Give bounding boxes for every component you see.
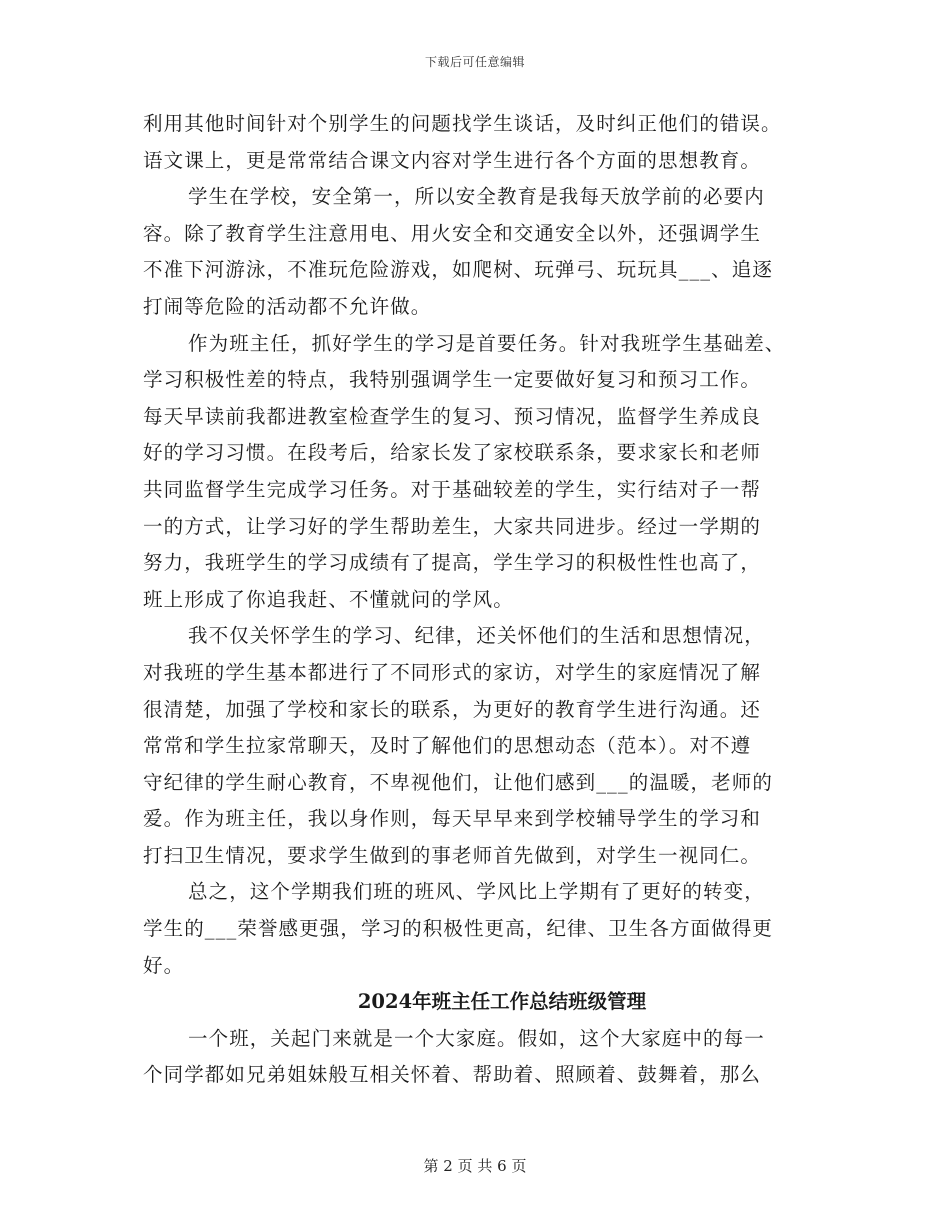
text-line: 爱。作为班主任，我以身作则，每天早早来到学校辅导学生的学习和 [143, 807, 762, 831]
text-line: 学生的___荣誉感更强，学习的积极性更高，纪律、卫生各方面做得更 [143, 917, 773, 941]
text-line: 努力，我班学生的学习成绩有了提高，学生学习的积极性性也高了， [143, 551, 762, 575]
body-paragraphs [143, 106, 811, 984]
section-paragraphs [143, 1021, 811, 1094]
text-line: 容。除了教育学生注意用电、用火安全和交通安全以外，还强调学生 [143, 221, 762, 245]
text-line: 共同监督学生完成学习任务。对于基础较差的学生，实行结对子一帮 [143, 477, 762, 501]
text-line: 一的方式，让学习好的学生帮助差生，大家共同进步。经过一学期的 [143, 514, 762, 538]
text-line: 守纪律的学生耐心教育，不卑视他们，让他们感到___的温暖，老师的 [143, 770, 773, 794]
text-line: 不准下河游泳，不准玩危险游戏，如爬树、玩弹弓、玩玩具___、追逐 [143, 258, 773, 282]
text-line: 学习积极性差的特点，我特别强调学生一定要做好复习和预习工作。 [143, 368, 762, 392]
text-line: 作为班主任，抓好学生的学习是首要任务。针对我班学生基础差、 [188, 331, 786, 355]
text-line: 我不仅关怀学生的学习、纪律，还关怀他们的生活和思想情况， [188, 624, 765, 648]
text-line: 打扫卫生情况，要求学生做到的事老师首先做到，对学生一视同仁。 [143, 843, 762, 867]
text-line: 对我班的学生基本都进行了不同形式的家访，对学生的家庭情况了解 [143, 660, 762, 684]
text-line: 班上形成了你追我赶、不懂就问的学风。 [143, 587, 514, 611]
page-number: 第 2 页 共 6 页 [423, 1157, 527, 1175]
page-header: 下载后可任意编辑 [424, 55, 525, 69]
section-title: 2024年班主任工作总结班级管理 [357, 990, 647, 1014]
text-line: 好的学习习惯。在段考后，给家长发了家校联系条，要求家长和老师 [143, 441, 762, 465]
text-line: 常常和学生拉家常聊天，及时了解他们的思想动态（范本）。对不遵 [143, 734, 752, 758]
text-line: 一个班，关起门来就是一个大家庭。假如，这个大家庭中的每一 [188, 1026, 765, 1050]
text-line: 好。 [143, 953, 185, 977]
text-line: 打闹等危险的活动都不允许做。 [143, 294, 432, 318]
text-line: 语文课上，更是常常结合课文内容对学生进行各个方面的思想教育。 [143, 148, 762, 172]
text-line: 学生在学校，安全第一，所以安全教育是我每天放学前的必要内 [188, 185, 765, 209]
text-line: 很清楚，加强了学校和家长的联系，为更好的教育学生进行沟通。还 [143, 697, 762, 721]
text-line: 利用其他时间针对个别学生的问题找学生谈话，及时纠正他们的错误。 [143, 112, 782, 135]
text-line: 总之，这个学期我们班的班风、学风比上学期有了更好的转变， [188, 880, 765, 904]
text-line: 个同学都如兄弟姐妹般互相关怀着、帮助着、照顾着、鼓舞着，那么 [143, 1063, 762, 1087]
document-body [143, 106, 811, 1094]
text-line: 每天早读前我都进教室检查学生的复习、预习情况，监督学生养成良 [143, 404, 762, 428]
